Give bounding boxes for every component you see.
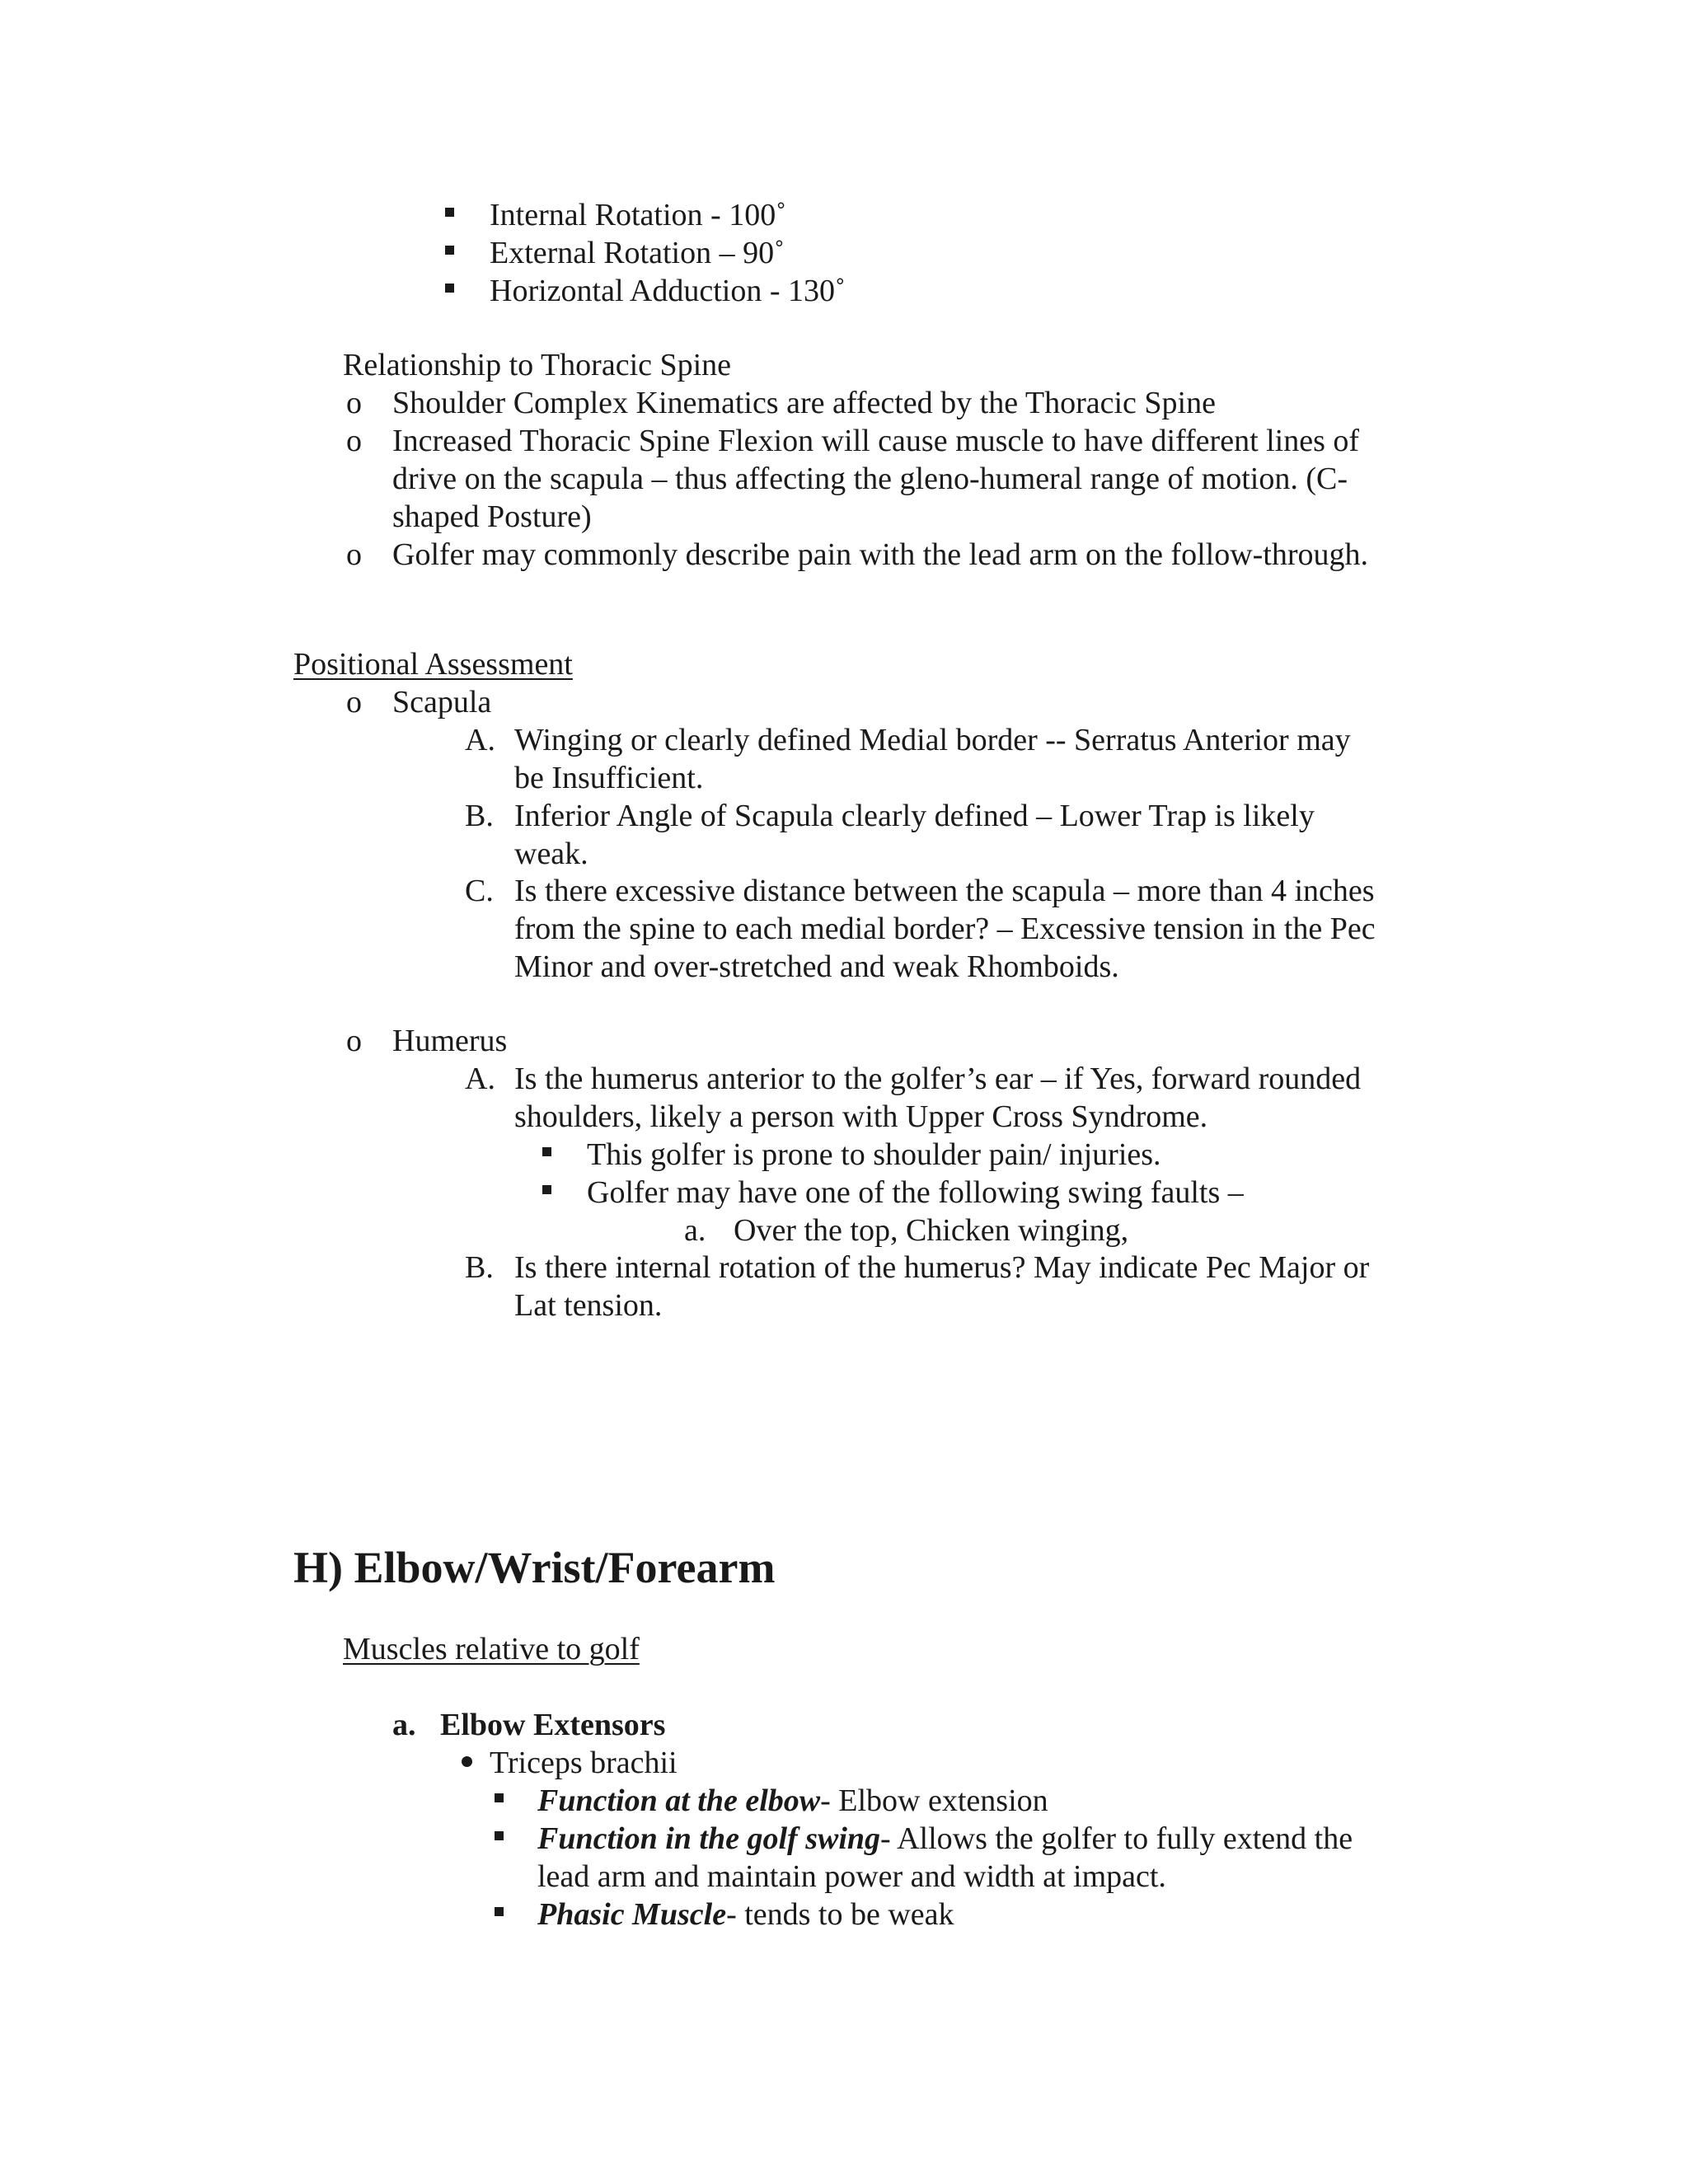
rom-item: Internal Rotation - 100˚ [490, 198, 786, 232]
square-bullet-icon [542, 1185, 551, 1194]
detail-term: Function at the elbow [537, 1783, 821, 1818]
square-bullet-icon [445, 284, 454, 293]
detail-item [537, 1820, 1353, 1858]
humerus-item: Is there internal rotation of the humerus? May indicate Pec Major or [514, 1250, 1370, 1285]
round-bullet-icon [462, 1756, 472, 1767]
muscle-name: Triceps brachii [490, 1746, 678, 1780]
square-bullet-icon [542, 1147, 551, 1156]
detail-item [537, 1782, 1048, 1820]
list-marker: a. [684, 1213, 706, 1248]
humerus-item-cont: Lat tension. [514, 1288, 663, 1323]
scapula-item: Is there excessive distance between the scapula – more than 4 inches [514, 874, 1375, 908]
scapula-item-cont: weak. [514, 837, 588, 871]
scapula-item-cont: from the spine to each medial border? – Excessive tension in the Pec [514, 912, 1376, 946]
rom-item: External Rotation – 90˚ [490, 236, 785, 270]
humerus-sub-bullet: This golfer is prone to shoulder pain/ injuries. [587, 1137, 1161, 1172]
scapula-item-cont: be Insufficient. [514, 761, 704, 795]
detail-text: - Elbow extension [820, 1783, 1048, 1818]
scapula-item: Winging or clearly defined Medial border -- Serratus Anterior may [514, 723, 1351, 757]
humerus-item: Is the humerus anterior to the golfer’s ear – if Yes, forward rounded [514, 1062, 1362, 1096]
muscles-subheading: Muscles relative to golf [343, 1632, 640, 1666]
circle-bullet-marker: o [346, 537, 362, 572]
humerus-item-cont: shoulders, likely a person with Upper Cross Syndrome. [514, 1099, 1208, 1134]
detail-term: Phasic Muscle [537, 1897, 727, 1932]
positional-heading: Positional Assessment [293, 647, 573, 682]
thoracic-item-cont: drive on the scapula – thus affecting the gleno-humeral range of motion. (C- [392, 462, 1348, 496]
humerus-label: Humerus [392, 1024, 508, 1058]
rom-item: Horizontal Adduction - 130˚ [490, 274, 846, 308]
thoracic-item: Increased Thoracic Spine Flexion will cause muscle to have different lines of [392, 424, 1360, 458]
square-bullet-icon [495, 1793, 504, 1802]
list-marker: A. [465, 1062, 495, 1096]
square-bullet-icon [495, 1907, 504, 1916]
list-marker: C. [465, 874, 494, 908]
thoracic-heading: Relationship to Thoracic Spine [343, 348, 732, 382]
thoracic-item-cont: shaped Posture) [392, 499, 592, 534]
thoracic-item: Shoulder Complex Kinematics are affected by the Thoracic Spine [392, 386, 1216, 420]
swing-faults: Over the top, Chicken winging, [734, 1213, 1129, 1248]
section-title: H) Elbow/Wrist/Forearm [293, 1543, 776, 1592]
square-bullet-icon [445, 246, 454, 255]
detail-item [537, 1896, 954, 1933]
humerus-sub-bullet: Golfer may have one of the following swing faults – [587, 1175, 1244, 1210]
circle-bullet-marker: o [346, 1024, 362, 1058]
scapula-item-cont: Minor and over-stretched and weak Rhomboids. [514, 949, 1119, 984]
scapula-label: Scapula [392, 685, 492, 719]
list-marker: A. [465, 723, 495, 757]
group-label: Elbow Extensors [440, 1708, 666, 1742]
circle-bullet-marker: o [346, 685, 362, 719]
detail-text: - Allows the golfer to fully extend the [880, 1821, 1353, 1856]
detail-text: - tends to be weak [726, 1897, 954, 1932]
list-marker: B. [465, 799, 494, 833]
detail-term: Function in the golf swing [537, 1821, 881, 1856]
square-bullet-icon [445, 208, 454, 217]
scapula-item: Inferior Angle of Scapula clearly defined – Lower Trap is likely [514, 799, 1315, 833]
list-marker: a. [392, 1708, 416, 1742]
circle-bullet-marker: o [346, 386, 362, 420]
thoracic-item: Golfer may commonly describe pain with the lead arm on the follow-through. [392, 537, 1369, 572]
square-bullet-icon [495, 1831, 504, 1840]
detail-item-cont: lead arm and maintain power and width at impact. [537, 1859, 1166, 1894]
list-marker: B. [465, 1250, 494, 1285]
circle-bullet-marker: o [346, 424, 362, 458]
